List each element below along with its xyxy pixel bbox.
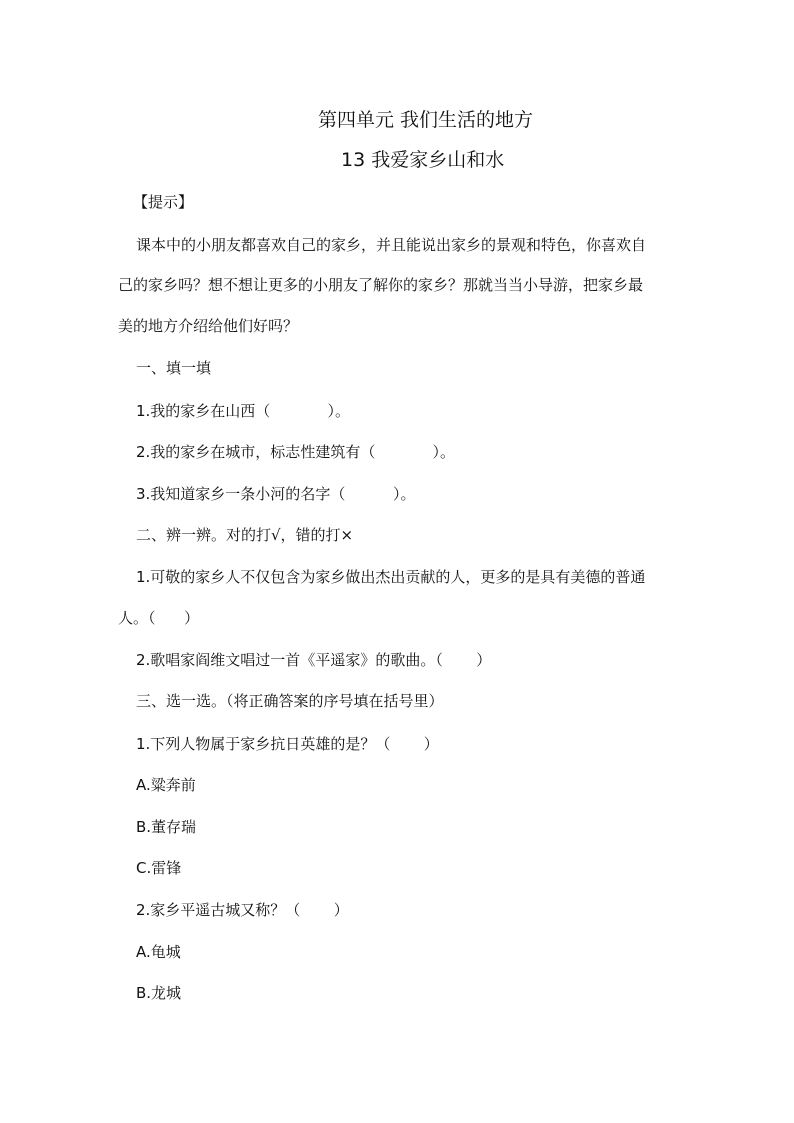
choice-question-1-option-a: A.粱奔前 <box>136 776 196 794</box>
choice-question-1-option-c: C.雷锋 <box>136 859 182 877</box>
fill-question-1: 1.我的家乡在山西（ ）。 <box>136 402 351 420</box>
choice-question-2-option-b: B.龙城 <box>136 984 182 1002</box>
choice-question-1-option-b: B.董存瑞 <box>136 818 197 836</box>
choice-question-1: 1.下列人物属于家乡抗日英雄的是？（ ） <box>136 735 439 753</box>
tip-line-1: 课本中的小朋友都喜欢自己的家乡，并且能说出家乡的景观和特色，你喜欢自 <box>136 236 647 254</box>
section-2-heading: 二、辨一辨。对的打√，错的打× <box>136 526 354 544</box>
judge-question-1-line-2: 人。（ ） <box>118 609 200 627</box>
unit-title: 第四单元 我们生活的地方 <box>318 109 534 131</box>
choice-question-2: 2.家乡平遥古城又称？（ ） <box>136 901 349 919</box>
tip-line-2: 己的家乡吗？想不想让更多的小朋友了解你的家乡？那就当当小导游，把家乡最 <box>118 276 644 294</box>
fill-question-3: 3.我知道家乡一条小河的名字（ ）。 <box>136 485 416 503</box>
lesson-title: 13 我爱家乡山和水 <box>341 149 505 171</box>
tip-line-3: 美的地方介绍给他们好吗？ <box>118 317 299 335</box>
section-1-heading: 一、填一填 <box>136 359 212 377</box>
judge-question-1-line-1: 1.可敬的家乡人不仅包含为家乡做出杰出贡献的人，更多的是具有美德的普通 <box>136 568 646 586</box>
choice-question-2-option-a: A.龟城 <box>136 943 181 961</box>
tip-label: 【提示】 <box>133 193 194 211</box>
fill-question-2: 2.我的家乡在城市，标志性建筑有（ ）。 <box>136 443 456 461</box>
judge-question-2: 2.歌唱家阎维文唱过一首《平遥家》的歌曲。（ ） <box>136 651 492 669</box>
section-3-heading: 三、选一选。（将正确答案的序号填在括号里） <box>136 692 444 710</box>
